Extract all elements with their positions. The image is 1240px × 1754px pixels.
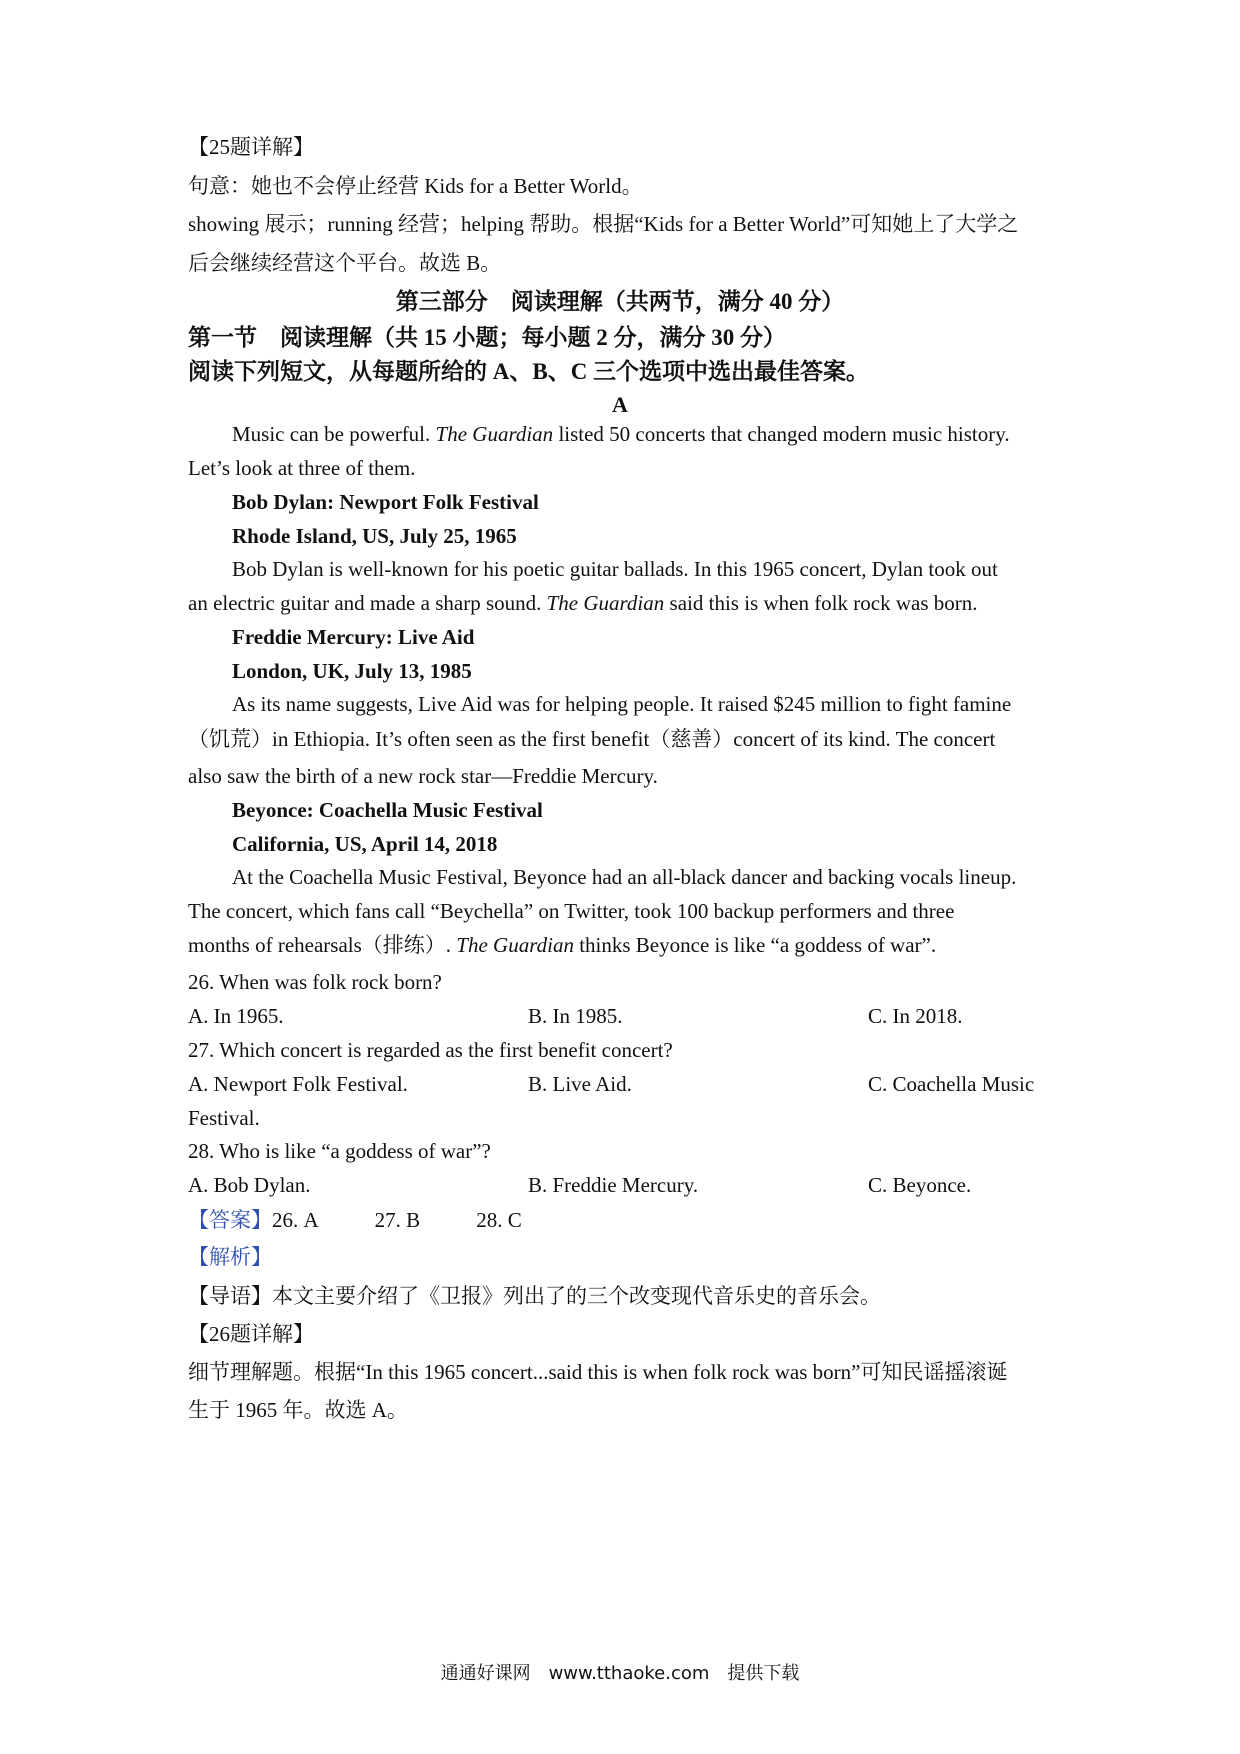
answer-27: 27. B: [374, 1208, 421, 1232]
answer-line: [188, 1207, 522, 1233]
page-footer: 通通好课网 www.tthaoke.com 提供下载: [440, 1663, 800, 1684]
question-26: 26. When was folk rock born?: [188, 970, 442, 994]
q26-option-b: B. In 1985.: [528, 1004, 623, 1028]
concert3-line-3: [188, 932, 936, 958]
concert2-line-2: （饥荒）in Ethiopia. It’s often seen as the first benefit（慈善）concert of its kind. The concert: [188, 727, 996, 751]
question-27: 27. Which concert is regarded as the first benefit concert?: [188, 1038, 673, 1062]
concert2-line-3: also saw the birth of a new rock star—Freddie Mercury.: [188, 764, 658, 788]
q25-header: 【25题详解】: [188, 135, 314, 159]
q27-option-a: A. Newport Folk Festival.: [188, 1072, 408, 1096]
concert3-place: California, US, April 14, 2018: [232, 832, 498, 856]
q28-option-a: A. Bob Dylan.: [188, 1173, 311, 1197]
concert3-text-b: thinks Beyonce is like “a goddess of war”.: [573, 933, 937, 957]
concert1-text-b: said this is when folk rock was born.: [664, 591, 978, 615]
q26-option-c: C. In 2018.: [868, 1004, 963, 1028]
concert1-text-a: an electric guitar and made a sharp sound.: [188, 591, 547, 615]
concert2-title: Freddie Mercury: Live Aid: [232, 625, 475, 649]
concert3-line-2: The concert, which fans call “Beychella” on Twitter, took 100 backup performers and three: [188, 899, 955, 923]
q26-explain-header: 【26题详解】: [188, 1322, 314, 1346]
q26-explain-line-1: 细节理解题。根据“In this 1965 concert...said this is when folk rock was born”可知民谣摇滚诞: [188, 1360, 1008, 1384]
guardian-title: The Guardian: [435, 422, 554, 446]
intro-text-b: listed 50 concerts that changed modern music history.: [553, 422, 1010, 446]
part3-title: 第三部分 阅读理解（共两节，满分 40 分）: [395, 289, 845, 314]
concert1-place: Rhode Island, US, July 25, 1965: [232, 524, 517, 548]
intro-line-2: Let’s look at three of them.: [188, 456, 416, 480]
q26-option-a: A. In 1965.: [188, 1004, 284, 1028]
question-28: 28. Who is like “a goddess of war”?: [188, 1139, 491, 1163]
concert2-place: London, UK, July 13, 1985: [232, 659, 472, 683]
instruction: 阅读下列短文，从每题所给的 A、B、C 三个选项中选出最佳答案。: [188, 359, 870, 384]
answer-28: 28. C: [476, 1208, 522, 1232]
q28-option-c: C. Beyonce.: [868, 1173, 972, 1197]
q25-line-2: showing 展示；running 经营；helping 帮助。根据“Kids for a Better World”可知她上了大学之: [188, 212, 1019, 236]
answer-label: 【答案】: [188, 1208, 272, 1232]
q27-option-b: B. Live Aid.: [528, 1072, 632, 1096]
q26-explain-line-2: 生于 1965 年。故选 A。: [188, 1398, 408, 1422]
section1-title: 第一节 阅读理解（共 15 小题；每小题 2 分，满分 30 分）: [188, 325, 786, 350]
concert3-title: Beyonce: Coachella Music Festival: [232, 798, 543, 822]
concert1-line-1: Bob Dylan is well-known for his poetic guitar ballads. In this 1965 concert, Dylan took out: [232, 557, 998, 581]
q25-line-1: 句意：她也不会停止经营 Kids for a Better World。: [188, 174, 643, 198]
intro-line-1: [232, 421, 1010, 447]
intro-text-a: Music can be powerful.: [232, 422, 436, 446]
guide-intro: 【导语】本文主要介绍了《卫报》列出了的三个改变现代音乐史的音乐会。: [188, 1284, 881, 1308]
concert2-line-1: As its name suggests, Live Aid was for helping people. It raised $245 million to fight famine: [232, 692, 1012, 716]
concert3-line-1: At the Coachella Music Festival, Beyonce had an all-black dancer and backing vocals lineup.: [232, 865, 1017, 889]
q28-option-b: B. Freddie Mercury.: [528, 1173, 699, 1197]
guardian-title: The Guardian: [546, 591, 665, 615]
concert1-title: Bob Dylan: Newport Folk Festival: [232, 490, 539, 514]
q25-line-3: 后会继续经营这个平台。故选 B。: [188, 251, 502, 275]
q27-option-c: C. Coachella Music: [868, 1072, 1035, 1096]
analysis-label: 【解析】: [188, 1245, 272, 1269]
answer-26: 26. A: [272, 1208, 319, 1232]
passage-letter: A: [612, 392, 628, 417]
guardian-title: The Guardian: [456, 933, 574, 957]
concert1-line-2: [188, 590, 978, 616]
q27-option-c-continued: Festival.: [188, 1106, 260, 1130]
concert3-text-a: months of rehearsals（排练）.: [188, 933, 457, 957]
